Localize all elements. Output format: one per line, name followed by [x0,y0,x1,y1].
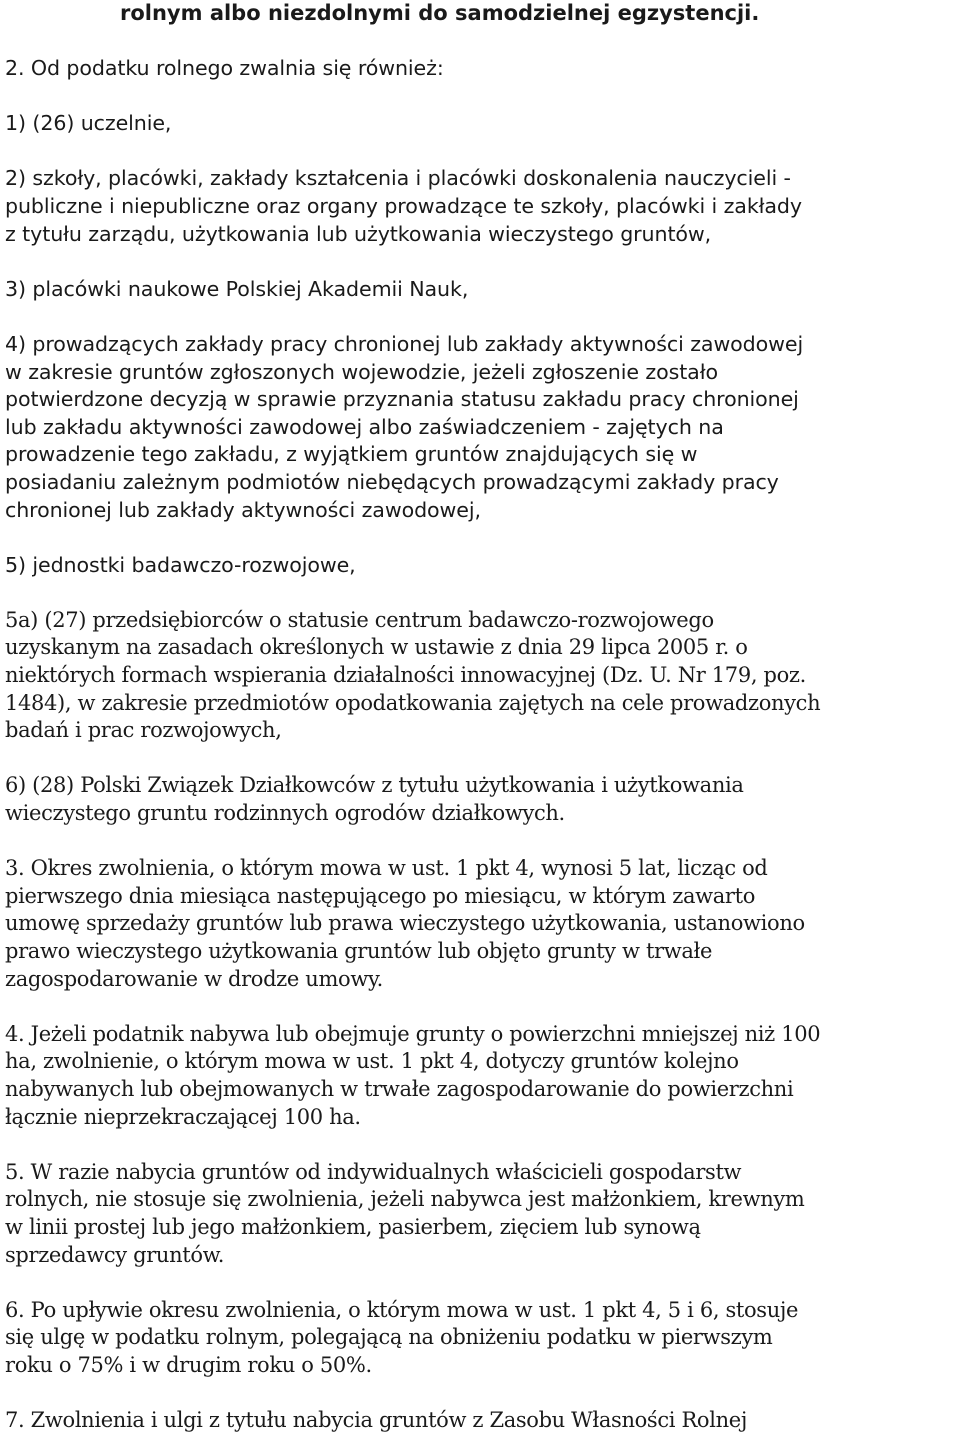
text-line: łącznie nieprzekraczającej 100 ha. [5,1104,361,1129]
text-line: pierwszego dnia miesiąca następującego po miesiącu, w którym zawarto [5,883,755,908]
paragraph [5,331,960,524]
text-line: z tytułu zarządu, użytkowania lub użytkowania wieczystego gruntów, [5,221,712,246]
text-line: uzyskanym na zasadach określonych w ustawie z dnia 29 lipca 2005 r. o [5,635,748,660]
text-line: posiadaniu zależnym podmiotów niebędących prowadzącymi zakłady pracy [5,469,779,494]
paragraph [5,276,960,304]
text-line: prowadzenie tego zakładu, z wyjątkiem gruntów znajdujących się w [5,442,698,467]
paragraph [5,1159,960,1269]
text-line: wieczystego gruntu rodzinnych ogrodów działkowych. [5,801,565,826]
text-line: lub zakładu aktywności zawodowej albo zaświadczeniem - zajętych na [5,414,724,439]
paragraph [5,1021,960,1131]
text-line: 6) (28) Polski Związek Działkowców z tytułu użytkowania i użytkowania [5,773,744,798]
paragraph [5,1407,960,1435]
paragraph [5,772,960,827]
text-line: 1484), w zakresie przedmiotów opodatkowania zajętych na cele prowadzonych [5,690,821,715]
text-line: niektórych formach wspierania działalności innowacyjnej (Dz. U. Nr 179, poz. [5,663,806,688]
text-line: rolnych, nie stosuje się zwolnienia, jeżeli nabywca jest małżonkiem, krewnym [5,1187,805,1212]
text-line: 6. Po upływie okresu zwolnienia, o którym mowa w ust. 1 pkt 4, 5 i 6, stosuje [5,1297,799,1322]
text-line: ha, zwolnienie, o którym mowa w ust. 1 pkt 4, dotyczy gruntów kolejno [5,1049,739,1074]
text-line: 5) jednostki badawczo-rozwojowe, [5,552,356,577]
text-line: 3. Okres zwolnienia, o którym mowa w ust. 1 pkt 4, wynosi 5 lat, licząc od [5,856,768,881]
paragraph [5,552,960,580]
text-line: 2. Od podatku rolnego zwalnia się również: [5,56,444,80]
text-line: 7. Zwolnienia i ulgi z tytułu nabycia gruntów z Zasobu Własności Rolnej [5,1408,747,1433]
text-line: roku o 75% i w drugim roku o 50%. [5,1352,372,1377]
text-line: nabywanych lub obejmowanych w trwałe zagospodarowanie do powierzchni [5,1076,794,1101]
text-line: badań i prac rozwojowych, [5,718,282,743]
paragraph [5,1297,960,1380]
text-line: 3) placówki naukowe Polskiej Akademii Nauk, [5,276,469,301]
text-line: prawo wieczystego użytkowania gruntów lub objęto grunty w trwałe [5,939,713,963]
text-line: 4) prowadzących zakłady pracy chronionej lub zakłady aktywności zawodowej [5,331,804,356]
text-line: w zakresie gruntów zgłoszonych wojewodzie, jeżeli zgłoszenie zostało [5,359,718,384]
paragraph [5,607,960,745]
text-line: publiczne i niepubliczne oraz organy prowadzące te szkoły, placówki i zakłady [5,193,802,218]
text-line: w linii prostej lub jego małżonkiem, pasierbem, zięciem lub synową [5,1214,701,1239]
text-line: umowę sprzedaży gruntów lub prawa wieczystego użytkowania, ustanowiono [5,911,805,936]
text-line: 2) szkoły, placówki, zakłady kształcenia i placówki doskonalenia nauczycieli - [5,166,791,191]
text-line: zagospodarowanie w drodze umowy. [5,966,384,991]
paragraph [5,55,960,83]
text-line: chronionej lub zakłady aktywności zawodowej, [5,497,481,522]
text-line: 5. W razie nabycia gruntów od indywidualnych właścicieli gospodarstw [5,1159,742,1184]
continuation-heading: rolnym albo niezdolnymi do samodzielnej egzystencji. [120,1,760,25]
text-line: 4. Jeżeli podatnik nabywa lub obejmuje grunty o powierzchni mniejszej niż 100 [5,1021,821,1046]
text-line: 5a) (27) przedsiębiorców o statusie centrum badawczo-rozwojowego [5,607,714,632]
text-line: się ulgę w podatku rolnym, polegającą na obniżeniu podatku w pierwszym [5,1325,773,1350]
text-line: potwierdzone decyzją w sprawie przyznania statusu zakładu pracy chronionej [5,387,799,412]
paragraph [5,165,960,248]
text-line: 1) (26) uczelnie, [5,111,172,136]
paragraph [5,855,960,993]
paragraph [5,110,960,138]
text-line: sprzedawcy gruntów. [5,1242,225,1267]
document-body [5,55,960,1450]
